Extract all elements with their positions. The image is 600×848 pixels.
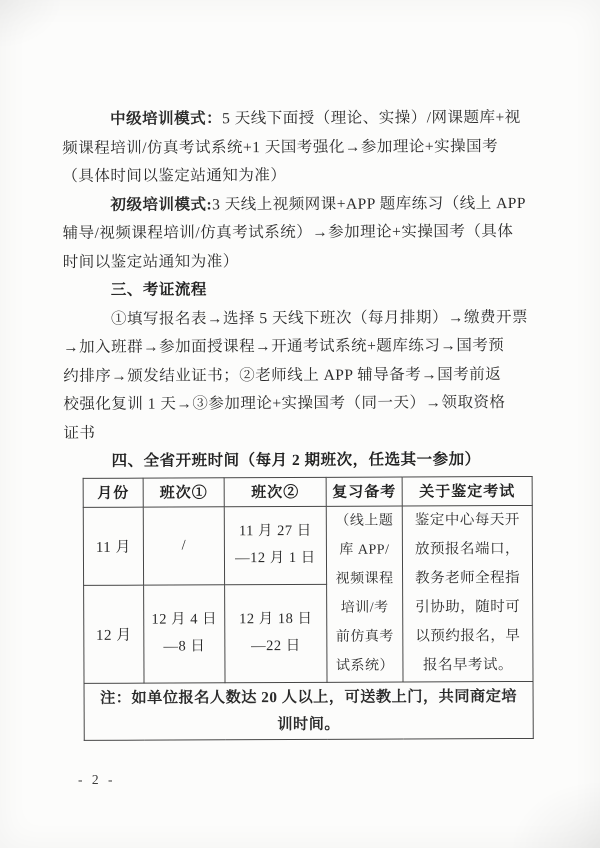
class-schedule-table [83, 475, 534, 740]
table-row-november [83, 505, 532, 585]
header-class-2: 班次② [224, 477, 326, 506]
november-class2-cell: 11 月 27 日 —12 月 1 日 [224, 506, 326, 584]
review-prep-cell: （线上题 库 APP/ 视频课程 培训/考 前仿真考 试系统） [326, 506, 403, 682]
intermediate-training-mode-label: 中级培训模式： [110, 110, 223, 128]
december-class2-cell: 12 月 18 日 —22 日 [225, 584, 327, 682]
about-exam-cell: 鉴定中心每天开 放预报名端口， 教务老师全程指 引协助，随时可 以预约报名，早 报名早考试。 [402, 505, 533, 682]
november-class1-cell: / [143, 506, 224, 584]
header-review-prep: 复习备考 [326, 477, 402, 506]
beginner-training-mode-text: 3 天线上视频网课+APP 题库练习（线上 APP 辅导/视频课程培训/仿真考试系统）→参加理论+实操国考（具体 时间以鉴定站通知为准） [62, 194, 527, 271]
page-number: - 2 - [78, 772, 116, 787]
paragraph-certification-process: ①填写报名表→选择 5 天线下班次（每月排期）→缴费开票 →加入班群→参加面授课程→开通考试系统+题库练习→国考预 约排序→颁发结业证书；②老师线上 APP 辅导备考→国考前返 校强化复训 1 天→③参加理论+实操国考（同一天）→领取资格 证书 [63, 308, 528, 442]
table-note-row [84, 681, 533, 740]
november-month-cell: 11 月 [83, 507, 143, 585]
paragraph-intermediate-training-mode [62, 104, 542, 192]
december-month-cell: 12 月 [84, 585, 144, 683]
group-registration-note: 注：如单位报名人数达 20 人以上，可送教上门，共同商定培 训时间。 [84, 681, 533, 740]
section-4-heading: 四、全省开班时间（每月 2 期班次，任选其一参加） [111, 451, 481, 470]
header-class-1: 班次① [143, 477, 224, 506]
table-header-row [83, 476, 532, 507]
section-3-heading: 三、考证流程 [110, 281, 207, 299]
header-about-exam: 关于鉴定考试 [402, 476, 532, 506]
intermediate-training-mode-text: 5 天线下面授（理论、实操）/网课题库+视 频课程培训/仿真考试系统+1 天国考强化→参加理论+实操国考 （具体时间以鉴定站通知为准） [62, 108, 521, 185]
paragraph-beginner-training-mode [62, 189, 542, 277]
header-month: 月份 [83, 478, 143, 507]
beginner-training-mode-label: 初级培训模式: [110, 195, 213, 214]
december-class1-cell: 12 月 4 日 —8 日 [144, 584, 225, 682]
document-body [62, 104, 545, 741]
